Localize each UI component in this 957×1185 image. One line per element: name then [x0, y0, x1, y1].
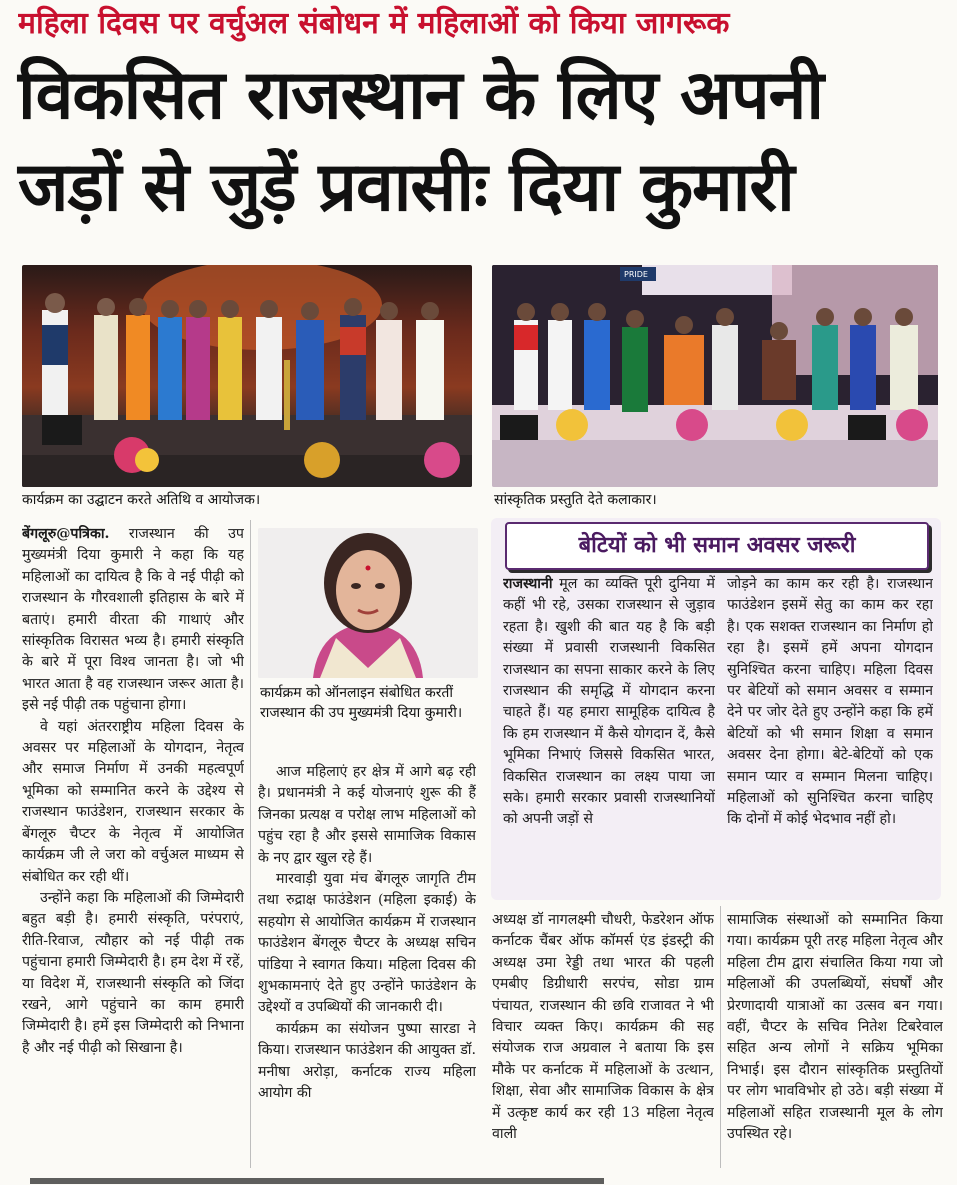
story-col2-paragraph-1: आज महिलाएं हर क्षेत्र में आगे बढ़ रही है। प्रधानमंत्री ने कई योजनाएं शुरू की हैं जिनका प्रत्यक्ष व परोक्ष लाभ महिलाओं को पहुंच रहा है और इससे सामाजिक विकास के नए द्वार खुल रहे हैं।: [258, 764, 476, 866]
sidebar-lead-word: राजस्थानी: [503, 576, 553, 592]
inset-portrait-caption: कार्यक्रम को ऑनलाइन संबोधित करतीं राजस्थान की उप मुख्यमंत्री दिया कुमारी।: [260, 685, 463, 721]
story-col1-paragraph-3: उन्होंने कहा कि महिलाओं की जिम्मेदारी बहुत बड़ी है। हमारी संस्कृति, परंपराएं, रीति-रिवाज, त्यौहार को नई पीढ़ी तक पहुंचाना हमारी जिम्मेदारी है। हम देश में रहें, या विदेश में, राजस्थानी संस्कृति को जिंदा रखने, आगे पहुंचाने का काम हमारी जिम्मेदारी है। हमें इस जिम्मेदारी को निभाना है और नई पीढ़ी को सिखाना है।: [22, 889, 244, 1056]
kicker-headline: महिला दिवस पर वर्चुअल संबोधन में महिलाओं को किया जागरूक: [18, 6, 730, 41]
dateline: बेंगलूरु@पत्रिका.: [22, 526, 110, 542]
story-col1-paragraph-2: वे यहां अंतरराष्ट्रीय महिला दिवस के अवसर पर महिलाओं के योगदान, नेतृत्व और समाज निर्माण में उनकी महत्वपूर्ण भूमिका को सम्मानित करने के उद्देश्य से राजस्थान फाउंडेशन, राजस्थान सरकार के बेंगलूरु चैप्टर के नेतृत्व में आयोजित कार्यक्रम जी ले जरा को वर्चुअल माध्यम से संबोधित कर रही थीं।: [22, 718, 244, 885]
next-story-cutoff: [0, 1172, 957, 1185]
story-column-1: [22, 524, 244, 1166]
headline-line-1: विकसित राजस्थान के लिए अपनी: [18, 56, 823, 135]
column-divider-1: [250, 520, 251, 1168]
sidebar-left-text: मूल का व्यक्ति पूरी दुनिया में कहीं भी रहे, उसका राजस्थान से जुड़ाव रहता है। खुशी की बात यह है कि बड़ी संख्या में प्रवासी राजस्थानी विकसित राजस्थान का सपना साकार करने के लिए राजस्थान की समृद्धि में योगदान करना चाहते हैं। यह हमारा सामूहिक दायित्व है कि हम राजस्थान में कैसे योगदान दें, कैसे भूमिका निभाएं जिससे विकसित भारत, विकसित राजस्थान का लक्ष्य पाया जा सके। हमारी सरकार प्रवासी राजस्थानियों को अपनी जड़ों से: [503, 576, 715, 828]
banner-text: PRIDE: [624, 270, 648, 279]
story-col3-paragraph-1: अध्यक्ष डॉ नागलक्ष्मी चौधरी, फेडरेशन ऑफ कर्नाटक चैंबर ऑफ कॉमर्स एंड इंडस्ट्री की अध्यक्ष उमा रेड्डी तथा भारत की पहली एमबीए डिग्रीधारी सरपंच, सोडा ग्राम पंचायत, राजस्थान की छवि राजावत ने भी विचार व्यक्त किए। कार्यक्रम की सह संयोजक राज अग्रवाल ने बताया कि इस मौके पर कर्नाटक में महिलाओं के उत्थान, शिक्षा, सेवा और सामाजिक विकास के क्षेत्र में उत्कृष्ट कार्य कर रही 13 महिला नेतृत्व वाली: [492, 912, 714, 1143]
sidebar-column-left: [503, 574, 715, 896]
story-col4-paragraph-1: सामाजिक संस्थाओं को सम्मानित किया गया। कार्यक्रम पूरी तरह महिला नेतृत्व और महिला टीम द्वारा संचालित किया गया जो महिलाओं की उपलब्धियों, संघर्षों और प्रेरणादायी यात्राओं का उत्सव बन गया। वहीं, चैप्टर के सचिव नितेश टिबरेवाल सहित अन्य लोगों ने सक्रिय भूमिका निभाई। इस दौरान सांस्कृतिक प्रस्तुतियों पर लोग भावविभोर हो उठे। बड़ी संख्या में महिलाओं सहित राजस्थानी मूल के लोग उपस्थित रहे।: [727, 912, 943, 1143]
sidebar-right-text: जोड़ने का काम कर रही है। राजस्थान फाउंडेशन इसमें सेतु का काम कर रहा है। एक सशक्त राजस्थान का निर्माण हो रहा है। इसमें हमें अपना योगदान सुनिश्चित करना चाहिए। महिला दिवस पर बेटियों को समान अवसर व सम्मान देने पर जोर देते हुए उन्होंने कहा कि हमें बेटियों को भी समान शिक्षा व समान अवसर देना होगा। बेटे-बेटियों को एक समान प्यार व सम्मान मिलना चाहिए। महिलाओं को सुनिश्चित करना चाहिए कि दोनों में कोई भेदभाव नहीं हो।: [727, 576, 933, 828]
photo-cultural-caption: सांस्कृतिक प्रस्तुति देते कलाकार।: [494, 492, 657, 508]
sidebar-column-right: [727, 574, 933, 896]
story-column-3: [492, 910, 714, 1166]
story-col2-paragraph-2: मारवाड़ी युवा मंच बेंगलूरु जागृति टीम तथा रुद्राक्ष फाउंडेशन (महिला इकाई) के सहयोग से आयोजित कार्यक्रम में राजस्थान फाउंडेशन बेंगलूरु चैप्टर के अध्यक्ष सचिन पांडिया ने स्वागत किया। महिला दिवस की शुभकामनाएं देते हुए उन्होंने फाउंडेशन के उद्देश्यों व उपब्धियों की जानकारी दी।: [258, 871, 476, 1016]
main-headline: [18, 50, 948, 234]
story-col1-paragraph-1: राजस्थान की उप मुख्यमंत्री दिया कुमारी ने कहा कि यह महिलाओं का दायित्व है कि वे नई पीढ़ी को राजस्थान के गौरवशाली इतिहास के बारे में बताएं। हमारी वीरता की गाथाएं और सांस्कृतिक विरासत भव्य है। हमारी संस्कृति के बारे में पूरा विश्व जानता है। जो भी भारत आता है वह राजस्थान जरूर आता है। इसे नई पीढ़ी तक पहुंचाना होगा।: [22, 526, 244, 714]
sidebar-title: बेटियों को भी समान अवसर जरूरी: [505, 522, 929, 570]
photo-cultural-performance: [492, 265, 938, 487]
story-column-4: [727, 910, 943, 1166]
photo-inauguration-caption: कार्यक्रम का उद्घाटन करते अतिथि व आयोजक।: [22, 492, 261, 508]
column-divider-2: [720, 906, 721, 1168]
inauguration-illustration: [22, 265, 472, 487]
portrait-illustration: [258, 528, 478, 678]
story-col2-paragraph-3: कार्यक्रम का संयोजन पुष्पा सारडा ने किया। राजस्थान फाउंडेशन की आयुक्त डॉ. मनीषा अरोड़ा, कर्नाटक राज्य महिला आयोग की: [258, 1020, 476, 1102]
story-column-2: [258, 762, 476, 1166]
photo-inauguration: [22, 265, 472, 487]
performance-illustration: [492, 265, 938, 487]
headline-line-2: जड़ों से जुड़ें प्रवासीः दिया कुमारी: [18, 148, 794, 227]
photo-inset-portrait: [258, 528, 478, 678]
